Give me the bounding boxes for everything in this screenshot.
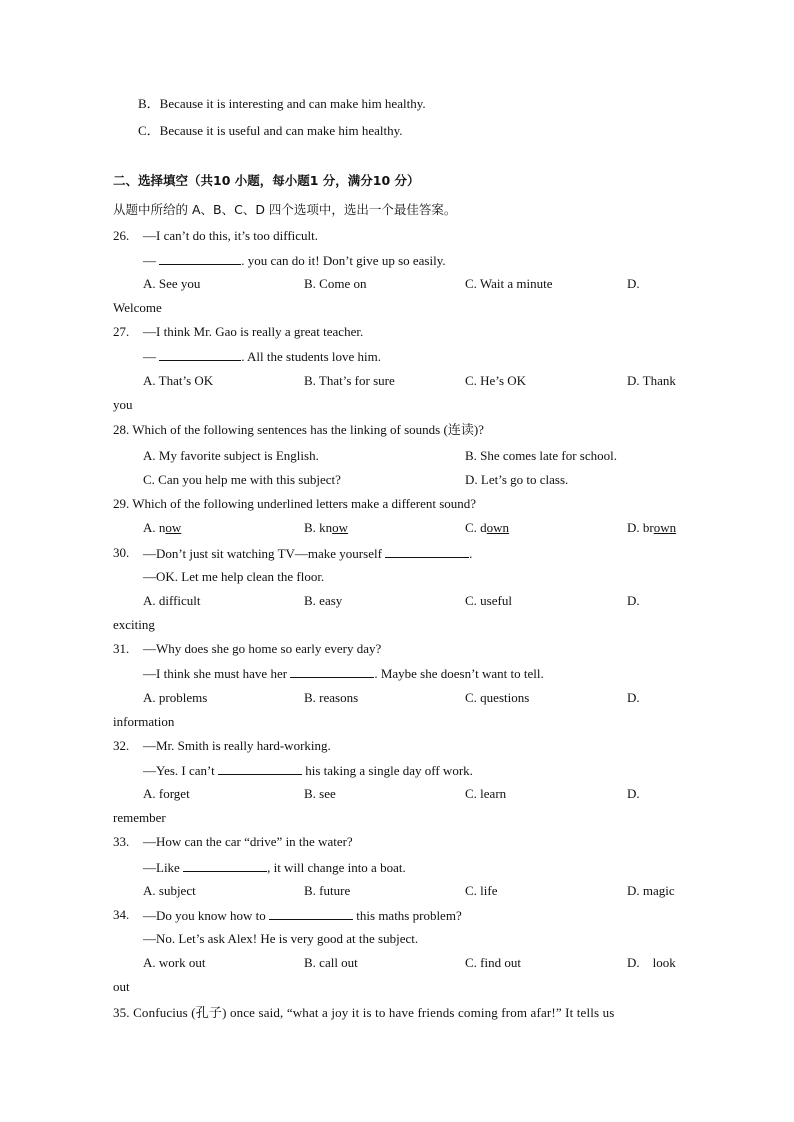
option-c: C. useful (465, 593, 512, 608)
option-c (465, 520, 509, 536)
option-b: B. That’s for sure (304, 373, 395, 388)
option-b (304, 520, 348, 536)
question-number: 26. (113, 228, 130, 243)
dialogue-line: —No. Let’s ask Alex! He is very good at the subject. (143, 931, 419, 946)
option-c: C. find out (465, 955, 521, 970)
question-number: 31. (113, 641, 130, 656)
question-number: 30. (113, 545, 130, 560)
question-stem: 28. Which of the following sentences has the linking of sounds (连读)? (113, 422, 484, 437)
option-d-wrap: exciting (113, 617, 155, 632)
option-b: B. see (304, 786, 336, 801)
option-text: D. br (627, 520, 654, 535)
dialogue-line-with-blank (143, 545, 472, 562)
dialogue-line-with-blank (143, 252, 446, 269)
underlined-letters: own (486, 520, 510, 535)
option-d: D. magic (627, 883, 675, 898)
dialogue-line: —How can the car “drive” in the water? (143, 834, 353, 849)
underlined-letters: ow (165, 520, 182, 535)
answer-blank (159, 252, 241, 265)
answer-blank (269, 907, 353, 920)
dialogue-prefix: — (143, 349, 160, 364)
dialogue-prefix: —Yes. I can’t (143, 763, 218, 778)
option-a: A. problems (143, 690, 208, 705)
answer-blank (290, 665, 374, 678)
dialogue-suffix: , it will change into a boat. (267, 860, 406, 875)
question-number: 34. (113, 907, 130, 922)
option-b: B. call out (304, 955, 358, 970)
option-d (627, 520, 676, 536)
option-c: C. life (465, 883, 498, 898)
section-instruction: 从题中所给的 A、B、C、D 四个选项中，选出一个最佳答案。 (113, 202, 457, 217)
previous-option-b: B．Because it is interesting and can make him healthy. (138, 96, 426, 111)
dialogue-line-with-blank (143, 859, 406, 876)
dialogue-line: —Why does she go home so early every day? (143, 641, 382, 656)
underlined-letters: ow (332, 520, 349, 535)
answer-blank (385, 545, 469, 558)
option-d: D. (627, 593, 640, 608)
option-b: B. reasons (304, 690, 359, 705)
option-c: C. He’s OK (465, 373, 527, 388)
dialogue-suffix: . Maybe she doesn’t want to tell. (374, 666, 544, 681)
dialogue-suffix: . (469, 546, 473, 561)
dialogue-line-with-blank (143, 348, 381, 365)
answer-blank (183, 859, 267, 872)
option-text: C. d (465, 520, 487, 535)
option-d-wrap: remember (113, 810, 166, 825)
question-number: 27. (113, 324, 130, 339)
answer-blank (218, 762, 302, 775)
question-number: 33. (113, 834, 130, 849)
option-d: D. (627, 690, 640, 705)
option-b: B. future (304, 883, 351, 898)
option-a: A. My favorite subject is English. (143, 448, 319, 463)
previous-option-c: C．Because it is useful and can make him healthy. (138, 123, 403, 138)
dialogue-prefix: —Like (143, 860, 184, 875)
option-c: C. learn (465, 786, 507, 801)
answer-blank (159, 348, 241, 361)
option-d-wrap: information (113, 714, 175, 729)
option-d: D. Thank (627, 373, 676, 388)
option-a: A. forget (143, 786, 190, 801)
dialogue-suffix: . All the students love him. (241, 349, 381, 364)
option-b: B. easy (304, 593, 343, 608)
option-c: C. questions (465, 690, 530, 705)
dialogue-suffix: . you can do it! Don’t give up so easily. (241, 253, 446, 268)
dialogue-line: —Mr. Smith is really hard-working. (143, 738, 331, 753)
option-text: A. n (143, 520, 166, 535)
dialogue-line: —I think Mr. Gao is really a great teacher. (143, 324, 364, 339)
option-a: A. work out (143, 955, 206, 970)
section-heading: 二、选择填空（共10 小题，每小题1 分，满分10 分） (113, 173, 420, 188)
option-d-wrap: out (113, 979, 130, 994)
option-a: A. difficult (143, 593, 201, 608)
option-a (143, 520, 181, 536)
dialogue-line: —I can’t do this, it’s too difficult. (143, 228, 319, 243)
dialogue-line-with-blank (143, 907, 462, 924)
option-d-wrap: Welcome (113, 300, 162, 315)
option-d: D. look (627, 955, 676, 970)
question-number: 32. (113, 738, 130, 753)
dialogue-prefix: —Don’t just sit watching TV—make yourself (143, 546, 386, 561)
dialogue-line-with-blank (143, 665, 544, 682)
option-d: D. (627, 276, 640, 291)
dialogue-line-with-blank (143, 762, 473, 779)
question-stem: 29. Which of the following underlined letters make a different sound? (113, 496, 477, 511)
option-b: B. She comes late for school. (465, 448, 617, 463)
option-d: D. Let’s go to class. (465, 472, 569, 487)
option-d: D. (627, 786, 640, 801)
question-35-stem: 35. Confucius (孔子) once said, “what a joy it is to have friends coming from afar!” It tells us (113, 1005, 615, 1020)
underlined-letters: own (653, 520, 677, 535)
dialogue-prefix: —Do you know how to (143, 908, 270, 923)
option-d-wrap: you (113, 397, 133, 412)
option-text: B. kn (304, 520, 333, 535)
option-a: A. That’s OK (143, 373, 214, 388)
dialogue-line: —OK. Let me help clean the floor. (143, 569, 325, 584)
dialogue-prefix: — (143, 253, 160, 268)
option-a: A. See you (143, 276, 201, 291)
dialogue-prefix: —I think she must have her (143, 666, 291, 681)
option-a: A. subject (143, 883, 196, 898)
dialogue-suffix: his taking a single day off work. (302, 763, 473, 778)
option-c: C. Wait a minute (465, 276, 553, 291)
option-c: C. Can you help me with this subject? (143, 472, 341, 487)
dialogue-suffix: this maths problem? (353, 908, 462, 923)
option-b: B. Come on (304, 276, 367, 291)
